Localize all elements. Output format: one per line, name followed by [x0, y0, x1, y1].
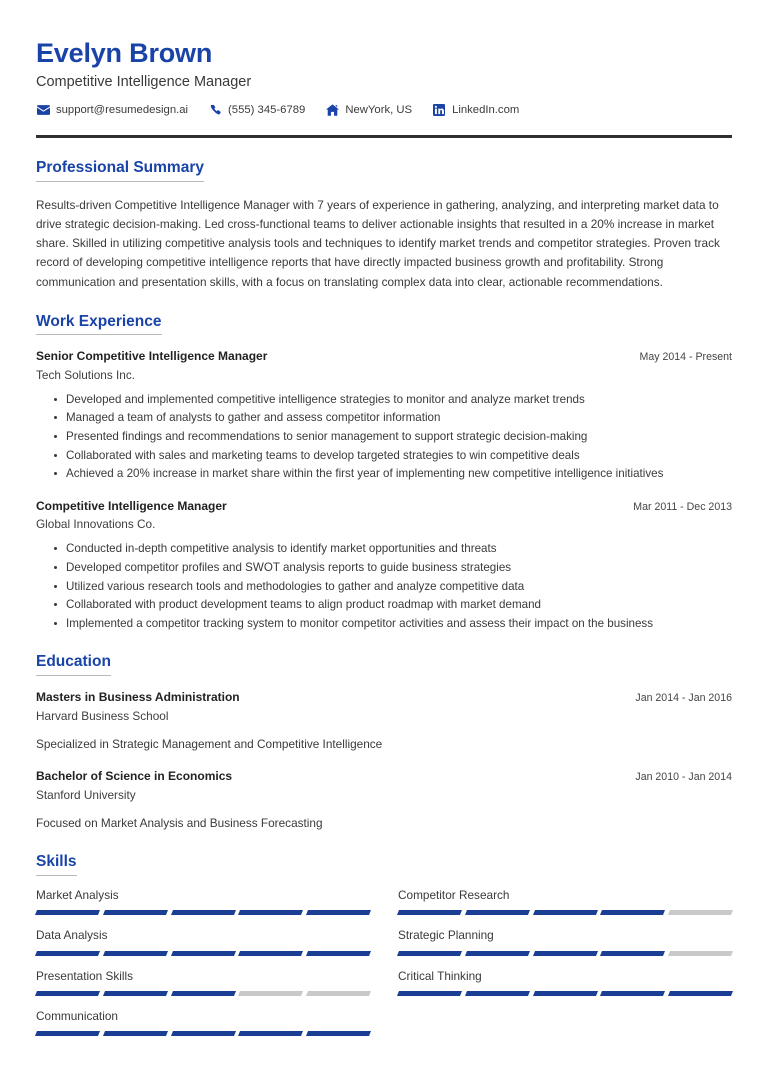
experience-date: Mar 2011 - Dec 2013 — [633, 500, 732, 513]
skill-item — [398, 969, 732, 1009]
skill-segment-filled — [600, 910, 665, 915]
skill-segment-filled — [171, 910, 236, 915]
header-divider — [36, 135, 732, 138]
list-item: Implemented a competitor tracking system to monitor competitor activities and assess their impact on the business — [53, 615, 732, 633]
section-professional-summary — [36, 159, 732, 292]
skill-segment-filled — [238, 1031, 303, 1036]
skill-segment-filled — [668, 991, 733, 996]
section-title-experience: Work Experience — [36, 313, 162, 336]
contact-item-linkedin[interactable] — [432, 103, 519, 116]
skill-segment-filled — [465, 951, 530, 956]
experience-job-title: Senior Competitive Intelligence Manager — [36, 349, 268, 364]
resume-header — [36, 38, 732, 138]
skill-segment-filled — [103, 991, 168, 996]
contact-linkedin-text: LinkedIn.com — [452, 103, 520, 116]
skills-grid — [36, 888, 732, 1049]
skill-item — [36, 928, 370, 968]
contact-phone-text: (555) 345-6789 — [228, 103, 306, 116]
education-date: Jan 2014 - Jan 2016 — [635, 692, 732, 705]
skill-name: Data Analysis — [36, 928, 108, 943]
list-item: Developed and implemented competitive intelligence strategies to monitor and analyze market trends — [53, 391, 732, 409]
experience-date: May 2014 - Present — [639, 351, 732, 364]
experience-job-title: Competitive Intelligence Manager — [36, 498, 227, 513]
skill-level-bar — [36, 910, 370, 915]
list-item: Conducted in-depth competitive analysis to identify market opportunities and threats — [53, 540, 732, 558]
education-entry — [36, 769, 732, 832]
skill-segment-filled — [171, 1031, 236, 1036]
skill-name: Strategic Planning — [398, 928, 494, 943]
experience-entry — [36, 499, 732, 633]
skill-segment-filled — [306, 910, 371, 915]
skill-segment-filled — [103, 1031, 168, 1036]
section-title-summary: Professional Summary — [36, 159, 204, 182]
skill-segment-filled — [238, 951, 303, 956]
candidate-job-title: Competitive Intelligence Manager — [36, 74, 252, 91]
skill-segment-filled — [600, 951, 665, 956]
contact-item-email[interactable] — [36, 103, 188, 116]
skill-segment-empty — [238, 991, 303, 996]
skill-segment-filled — [306, 1031, 371, 1036]
list-item: Utilized various research tools and methodologies to gather and analyze competitive data — [53, 578, 732, 596]
skill-segment-filled — [397, 951, 462, 956]
list-item: Collaborated with product development teams to align product roadmap with market demand — [53, 596, 732, 614]
skill-segment-filled — [465, 991, 530, 996]
skill-level-bar — [36, 1031, 370, 1036]
skill-segment-filled — [397, 991, 462, 996]
education-degree: Masters in Business Administration — [36, 690, 240, 705]
contact-row — [36, 103, 732, 116]
experience-company: Global Innovations Co. — [36, 517, 156, 532]
list-item: Collaborated with sales and marketing teams to develop targeted strategies to win competitive deals — [53, 447, 732, 465]
skill-item — [36, 969, 370, 1009]
candidate-name: Evelyn Brown — [36, 38, 213, 68]
contact-item-phone[interactable] — [208, 103, 305, 116]
skill-level-bar — [398, 991, 732, 996]
contact-location-text: NewYork, US — [345, 103, 413, 116]
section-title-education: Education — [36, 653, 111, 676]
education-school: Stanford University — [36, 787, 136, 802]
skill-item — [398, 928, 732, 968]
skill-level-bar — [398, 910, 732, 915]
list-item: Achieved a 20% increase in market share within the first year of implementing new competitive intelligence initiatives — [53, 465, 732, 483]
home-icon — [325, 103, 339, 116]
section-work-experience — [36, 313, 732, 633]
experience-entry — [36, 349, 732, 483]
education-degree: Bachelor of Science in Economics — [36, 769, 233, 784]
skill-segment-filled — [306, 951, 371, 956]
skill-segment-filled — [533, 951, 598, 956]
skill-segment-filled — [35, 910, 100, 915]
skill-name: Critical Thinking — [398, 968, 482, 983]
education-entry — [36, 690, 732, 753]
skill-segment-filled — [465, 910, 530, 915]
skill-level-bar — [398, 951, 732, 956]
education-note: Focused on Market Analysis and Business Forecasting — [36, 815, 323, 830]
skill-segment-filled — [35, 951, 100, 956]
skill-segment-filled — [35, 1031, 100, 1036]
skill-name: Market Analysis — [36, 888, 119, 903]
experience-company: Tech Solutions Inc. — [36, 367, 136, 382]
skill-segment-filled — [397, 910, 462, 915]
skill-name: Communication — [36, 1009, 118, 1024]
list-item: Presented findings and recommendations to senior management to support strategic decision-making — [53, 428, 732, 446]
contact-item-location — [325, 103, 412, 116]
linkedin-icon — [432, 103, 446, 116]
skill-segment-filled — [600, 991, 665, 996]
list-item: Managed a team of analysts to gather and assess competitor information — [53, 409, 732, 427]
email-icon — [36, 103, 50, 116]
skill-name: Presentation Skills — [36, 968, 134, 983]
section-title-skills: Skills — [36, 853, 77, 876]
skill-segment-filled — [238, 910, 303, 915]
skill-segment-empty — [668, 951, 733, 956]
list-item: Developed competitor profiles and SWOT analysis reports to guide business strategies — [53, 559, 732, 577]
skill-segment-filled — [103, 910, 168, 915]
skill-segment-empty — [306, 991, 371, 996]
skill-segment-filled — [171, 991, 236, 996]
skill-level-bar — [36, 951, 370, 956]
education-note: Specialized in Strategic Management and Competitive Intelligence — [36, 736, 383, 751]
section-education — [36, 653, 732, 832]
skill-segment-filled — [533, 991, 598, 996]
skill-segment-filled — [171, 951, 236, 956]
skill-segment-filled — [35, 991, 100, 996]
skill-level-bar — [36, 991, 370, 996]
skill-item — [36, 888, 370, 928]
education-date: Jan 2010 - Jan 2014 — [635, 771, 732, 784]
summary-text: Results-driven Competitive Intelligence Manager with 7 years of experience in gathering, analyzing, and interpreting market data to drive strategic decision-making. Led cross-functional teams to deliver actionable insights that resulted in a 20% increase in market share. Skilled in utilizing competitive analysis tools and techniques to identify market trends and competitor strategies. Proven track record of developing competitive intelligence reports that have directly impacted business growth and profitability. Strong communication and presentation skills, with a focus on translating complex data into clear, actionable recommendations. — [36, 197, 720, 289]
education-school: Harvard Business School — [36, 708, 169, 723]
skill-segment-filled — [533, 910, 598, 915]
skill-item — [398, 888, 732, 928]
skill-item — [36, 1009, 370, 1049]
phone-icon — [208, 103, 222, 116]
skill-segment-empty — [668, 910, 733, 915]
contact-email-text: support@resumedesign.ai — [56, 103, 189, 116]
experience-bullet-list — [53, 391, 732, 483]
skill-name: Competitor Research — [398, 888, 510, 903]
skill-segment-filled — [103, 951, 168, 956]
experience-bullet-list — [53, 540, 732, 632]
section-skills — [36, 853, 732, 1049]
